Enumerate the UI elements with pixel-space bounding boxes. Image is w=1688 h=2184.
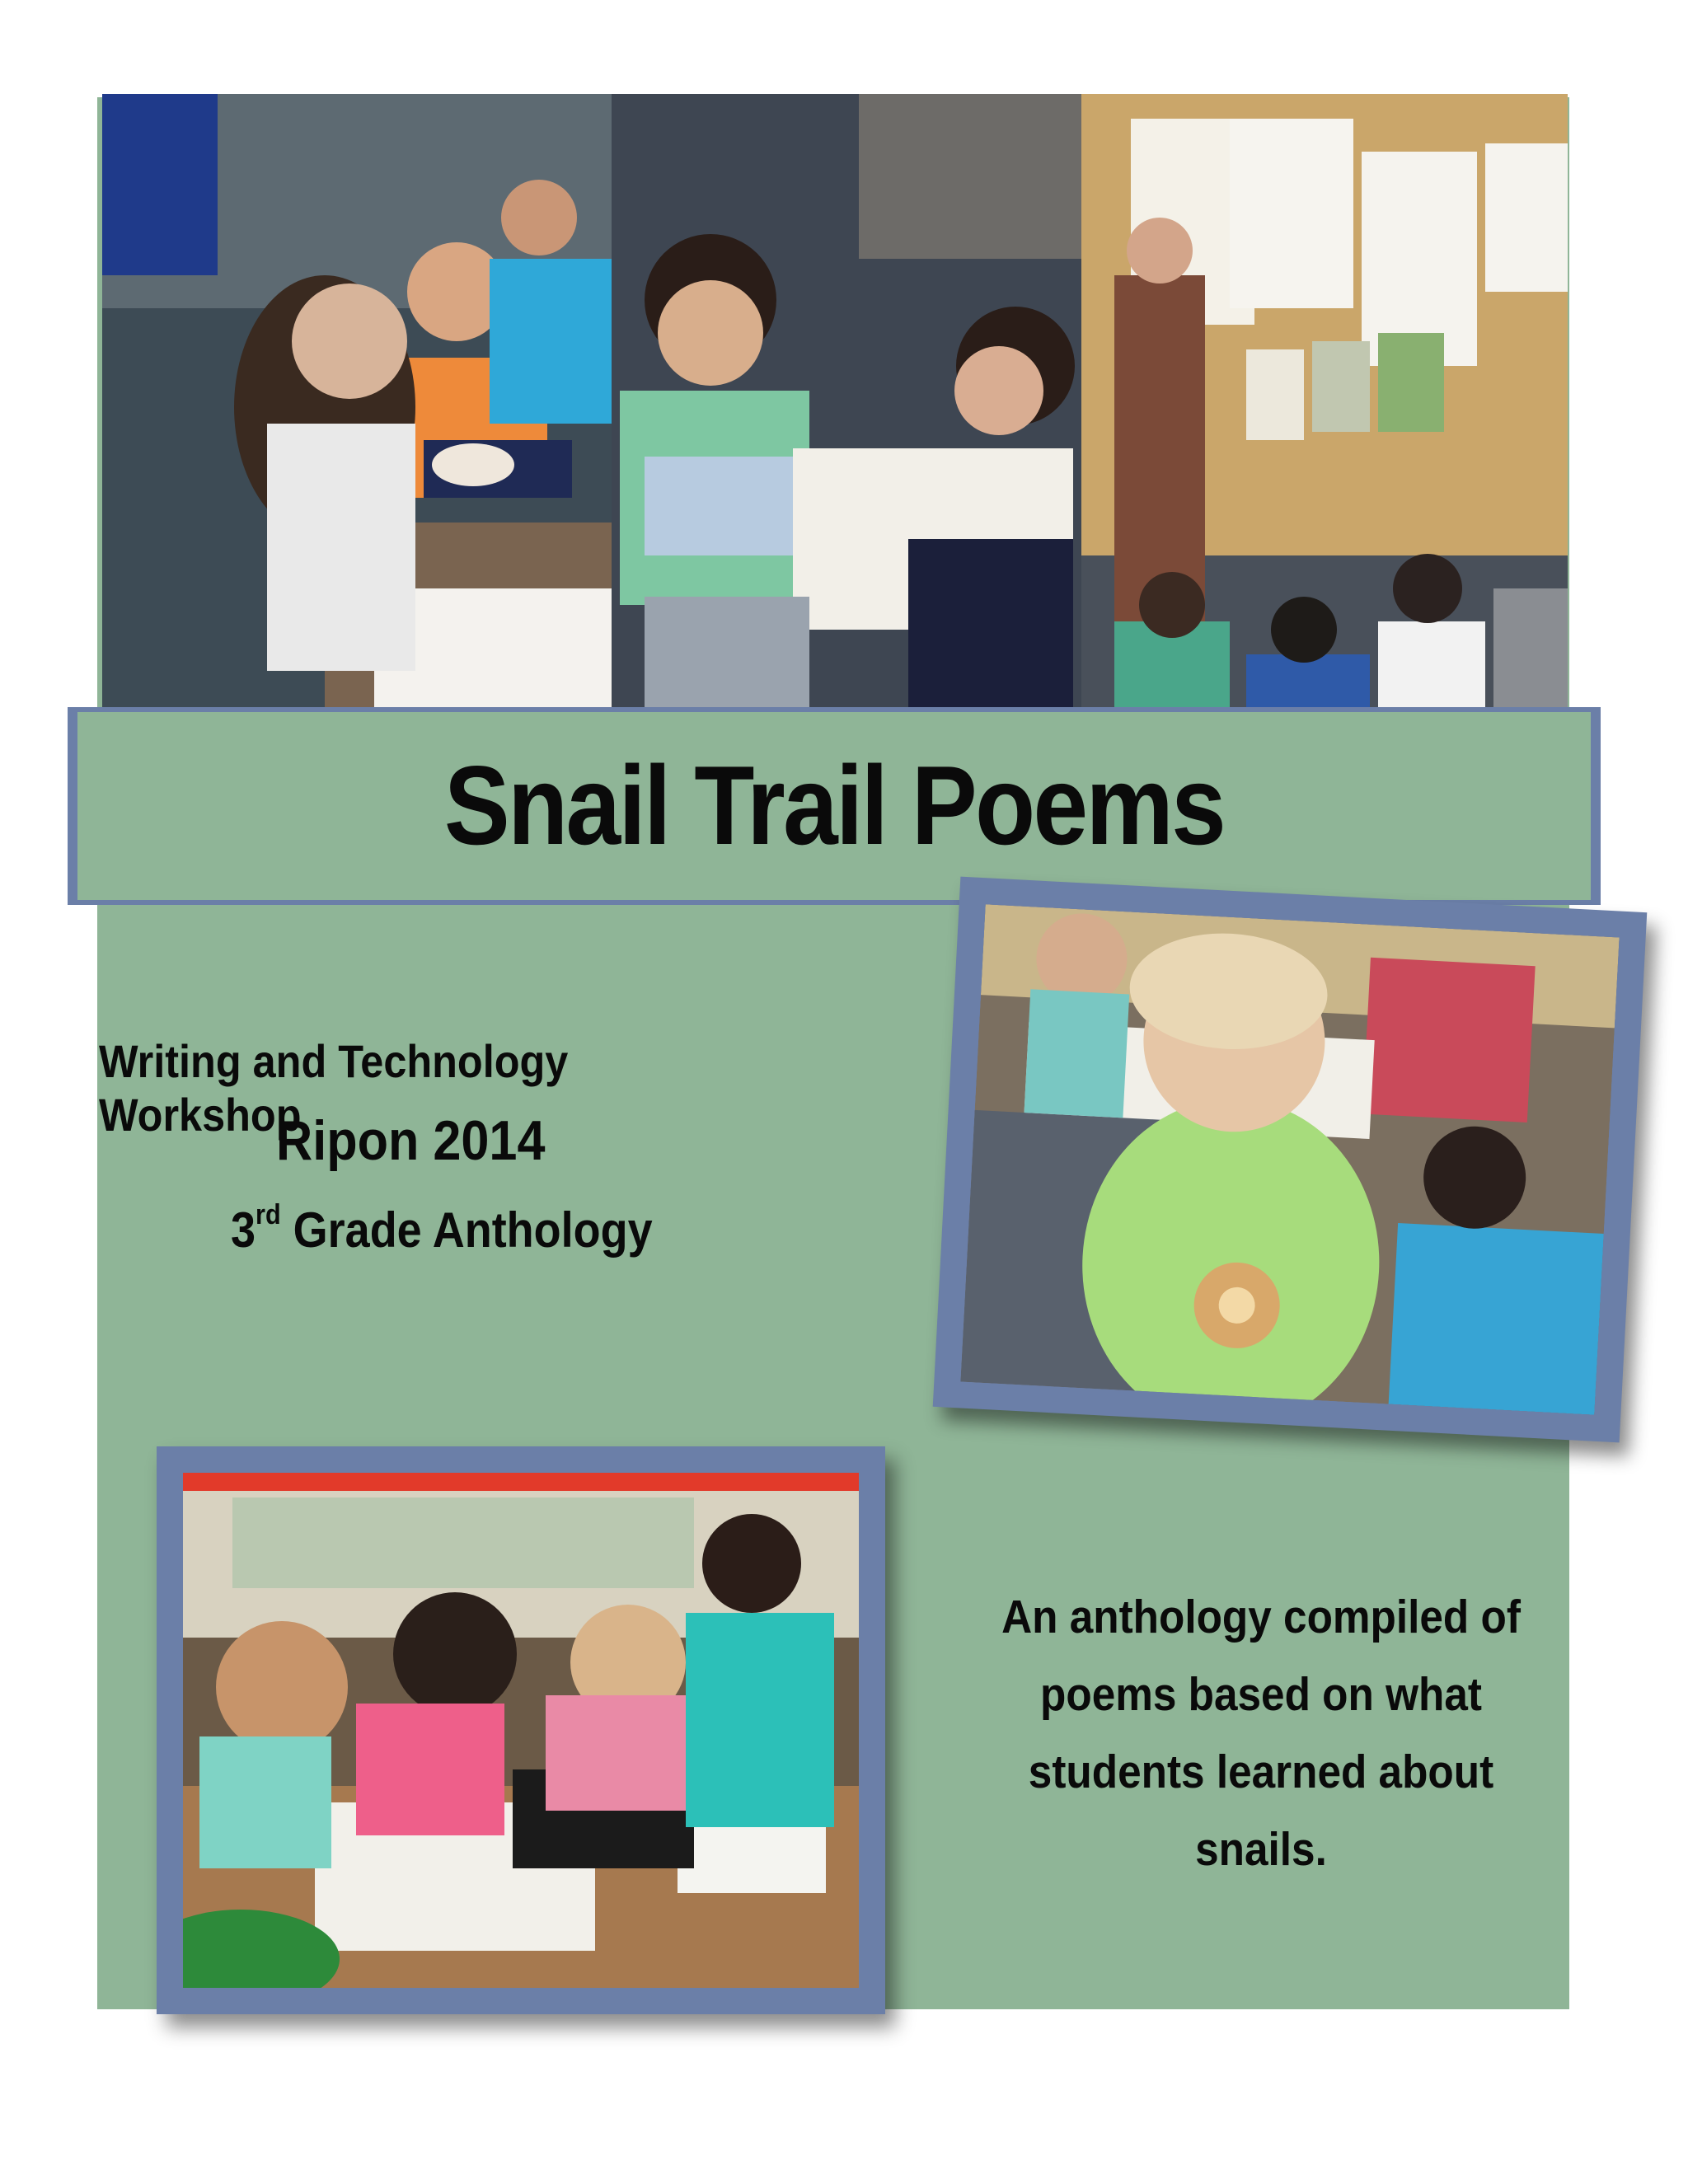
grade-anthology xyxy=(231,1199,750,1258)
description-line: poems based on what xyxy=(1040,1668,1482,1721)
title-banner xyxy=(68,707,1601,905)
framed-photo-right xyxy=(933,877,1648,1443)
workshop-name: Writing and Technology Workshop xyxy=(99,1035,569,1141)
anthology-description xyxy=(964,1578,1558,1888)
framed-photo-bottom-left xyxy=(157,1446,885,2014)
photo-students-reading xyxy=(612,94,1081,720)
grade-rest: Grade Anthology xyxy=(280,1202,653,1258)
description-line: students learned about xyxy=(1028,1746,1494,1798)
photo-girl-holding-snail xyxy=(960,904,1619,1415)
photo-girls-writing xyxy=(183,1473,859,1988)
page-title: Snail Trail Poems xyxy=(443,743,1225,868)
description-line: snails. xyxy=(1195,1823,1327,1876)
grade-number: 3 xyxy=(231,1202,256,1258)
grade-suffix: rd xyxy=(256,1199,281,1230)
photo-girl-with-shells xyxy=(102,94,612,720)
banner-bracket-left xyxy=(68,707,77,905)
banner-bracket-right xyxy=(1591,707,1601,905)
location-year: Ripon 2014 xyxy=(276,1109,546,1172)
description-line: An anthology compiled of xyxy=(1001,1591,1521,1643)
photo-teacher-chart xyxy=(1081,94,1568,720)
